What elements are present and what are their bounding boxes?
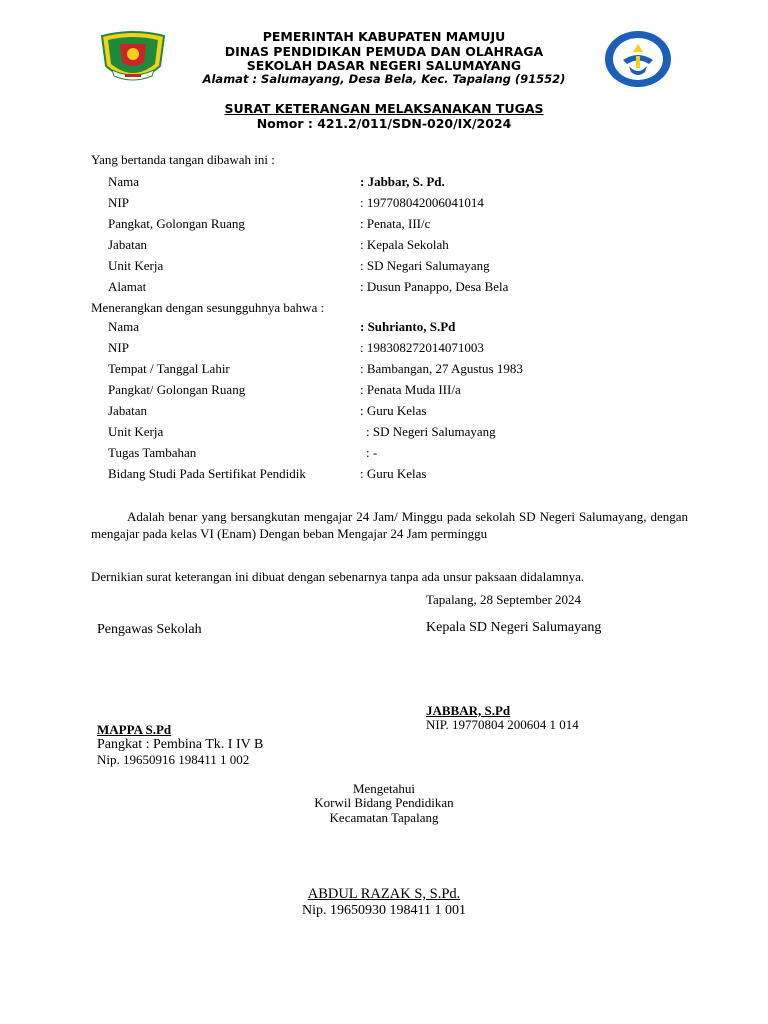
section2-value: : Penata Muda III/a xyxy=(360,382,461,397)
section2-intro: Menerangkan dengan sesungguhnya bahwa : xyxy=(91,300,325,315)
section1-label: Nama xyxy=(108,174,140,189)
section2-value: : Suhrianto, S.Pd xyxy=(360,319,456,334)
left-signatory-rank: Pangkat : Pembina Tk. I IV B xyxy=(97,737,264,752)
document-title: SURAT KETERANGAN MELAKSANAKAN TUGAS xyxy=(224,101,544,116)
right-signatory-title: Kepala SD Negeri Salumayang xyxy=(426,620,602,635)
tut-wuri-handayani-emblem-icon xyxy=(603,30,673,88)
section2-label: Jabatan xyxy=(108,403,147,418)
header-address: Alamat : Salumayang, Desa Bela, Kec. Tapalang (91552) xyxy=(202,72,566,86)
left-signatory-name: MAPPA S.Pd xyxy=(97,722,172,737)
header-line-government: PEMERINTAH KABUPATEN MAMUJU xyxy=(262,29,506,44)
section2-label: Tugas Tambahan xyxy=(108,445,197,460)
right-signatory-name: JABBAR, S.Pd xyxy=(426,703,511,718)
bottom-signatory-name xyxy=(0,886,768,903)
section2-label: Tempat / Tanggal Lahir xyxy=(108,361,230,376)
section1-label: Jabatan xyxy=(108,237,147,252)
section2-label: Bidang Studi Pada Sertifikat Pendidik xyxy=(108,466,306,481)
section1-value: : Penata, III/c xyxy=(360,216,431,231)
section2-value: : 198308272014071003 xyxy=(360,340,484,355)
header-line-school: SEKOLAH DASAR NEGERI SALUMAYANG xyxy=(246,58,522,73)
statement-paragraph: Adalah benar yang bersangkutan mengajar 24 Jam/ Minggu pada sekolah SD Negeri Salumayang, dengan mengajar pada kelas VI (Enam) Dengan beban Mengajar 24 Jam perminggu xyxy=(91,509,688,541)
section2-value: : Guru Kelas xyxy=(360,403,427,418)
right-signatory-nip: NIP. 19770804 200604 1 014 xyxy=(426,717,579,732)
section1-value: : Dusun Panappo, Desa Bela xyxy=(360,279,509,294)
place-date: Tapalang, 28 September 2024 xyxy=(426,592,582,607)
section2-label: Pangkat/ Golongan Ruang xyxy=(108,382,246,397)
section2-value: : Guru Kelas xyxy=(360,466,427,481)
section1-value: : Jabbar, S. Pd. xyxy=(360,174,445,189)
acknowledgement-office: Korwil Bidang Pendidikan xyxy=(314,795,454,810)
section1-label: Unit Kerja xyxy=(108,258,164,273)
section2-value: : Bambangan, 27 Agustus 1983 xyxy=(360,361,523,376)
section1-intro: Yang bertanda tangan dibawah ini : xyxy=(91,152,275,167)
section1-label: NIP xyxy=(108,195,129,210)
document-number: Nomor : 421.2/011/SDN-020/IX/2024 xyxy=(256,116,512,131)
left-signatory-title: Pengawas Sekolah xyxy=(97,622,202,637)
section1-label: Alamat xyxy=(108,279,147,294)
section2-value: : - xyxy=(366,445,378,460)
closing-statement: Dernikian surat keterangan ini dibuat dengan sebenarnya tanpa ada unsur paksaan didalamnya. xyxy=(91,569,585,584)
section2-label: Nama xyxy=(108,319,140,334)
section1-value: : Kepala Sekolah xyxy=(360,237,449,252)
section1-label: Pangkat, Golongan Ruang xyxy=(108,216,245,231)
acknowledgement-label: Mengetahui xyxy=(352,781,416,796)
header-line-department: DINAS PENDIDIKAN PEMUDA DAN OLAHRAGA xyxy=(224,44,544,59)
bottom-signatory-nip: Nip. 19650930 198411 1 001 xyxy=(302,903,466,918)
section2-value: : SD Negeri Salumayang xyxy=(366,424,496,439)
section1-value: : SD Negari Salumayang xyxy=(360,258,490,273)
section1-value: : 197708042006041014 xyxy=(360,195,484,210)
acknowledgement-district: Kecamatan Tapalang xyxy=(329,810,439,825)
section2-label: NIP xyxy=(108,340,129,355)
bottom-signatory-name-text: ABDUL RAZAK S, S.Pd. xyxy=(307,886,461,902)
section2-label: Unit Kerja xyxy=(108,424,164,439)
left-signatory-nip: Nip. 19650916 198411 1 002 xyxy=(97,752,250,767)
